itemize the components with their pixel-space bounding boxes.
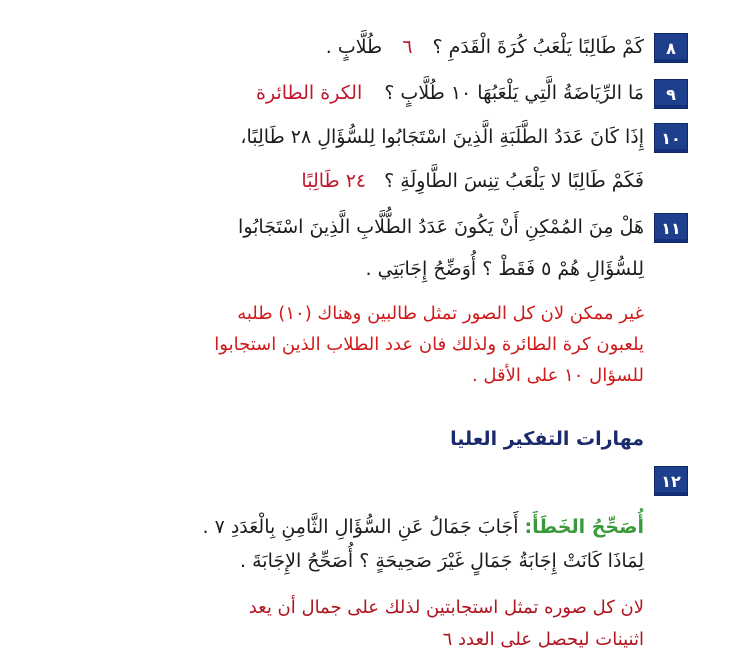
question-8	[326, 36, 644, 58]
answer-text: ٦	[402, 36, 413, 58]
correct-the-error-label: أُصَحِّحُ الخَطَأَ:	[524, 516, 644, 538]
question-number-badge: ١١	[654, 213, 688, 243]
answer-line: اثنينات ليحصل على العدد ٦	[442, 629, 644, 650]
question-number-badge: ١٠	[654, 123, 688, 153]
question-9	[256, 82, 644, 104]
question-text: فَكَمْ طَالِبًا لا يَلْعَبُ تِنِسَ الطَّاوِلَةِ ؟	[384, 170, 644, 192]
question-11-line-1: هَلْ مِنَ المُمْكِنِ أَنْ يَكُونَ عَدَدُ الطُّلَّابِ الَّذِينَ اسْتَجَابُوا	[238, 216, 644, 238]
answer-text: الكرة الطائرة	[256, 82, 363, 104]
answer-11-block	[214, 298, 644, 391]
question-number-badge: ١٢	[654, 466, 688, 496]
answer-line: يلعبون كرة الطائرة ولذلك فان عدد الطلاب الذين استجابوا	[214, 334, 644, 355]
question-11-line-2: لِلسُّؤَالِ هُمْ ٥ فَقَطْ ؟ أُوَضِّحُ إِجَابَتِي .	[365, 258, 644, 280]
question-suffix: طُلَّابٍ .	[325, 36, 383, 58]
question-text: أَجَابَ جَمَالُ عَنِ السُّؤَالِ الثَّامِنِ بِالْعَدَدِ ٧ .	[202, 516, 519, 538]
section-heading: مهارات التفكير العليا	[450, 428, 644, 450]
answer-line: غير ممكن لان كل الصور تمثل طالبين وهناك (١٠) طلبه	[237, 303, 644, 324]
question-10-line-1: إِذَا كَانَ عَدَدُ الطَّلَبَةِ الَّذِينَ اسْتَجَابُوا لِلسُّؤَالِ ٢٨ طَالِبًا،	[240, 126, 644, 148]
question-text: مَا الرِّيَاضَةُ الَّتِي يَلْعَبُهَا ١٠ طُلَّابٍ ؟	[384, 82, 644, 104]
question-10-line-2	[301, 170, 644, 192]
question-12-line-1	[202, 516, 644, 538]
question-text: كَمْ طَالِبًا يَلْعَبُ كُرَةَ الْقَدَمِ ؟	[432, 36, 644, 58]
answer-text: ٢٤ طَالِبًا	[301, 170, 367, 192]
answer-12-block	[249, 592, 644, 656]
question-12-line-2: لِمَاذَا كَانَتْ إِجَابَةُ جَمَالٍ غَيْرَ صَحِيحَةٍ ؟ أُصَحِّحُ الإِجَابَةَ .	[240, 550, 644, 572]
answer-line: لان كل صوره تمثل استجابتين لذلك على جمال أن يعد	[248, 597, 644, 618]
question-number-badge: ٩	[654, 79, 688, 109]
question-number-badge: ٨	[654, 33, 688, 63]
answer-line: للسؤال ١٠ على الأقل .	[471, 365, 644, 386]
